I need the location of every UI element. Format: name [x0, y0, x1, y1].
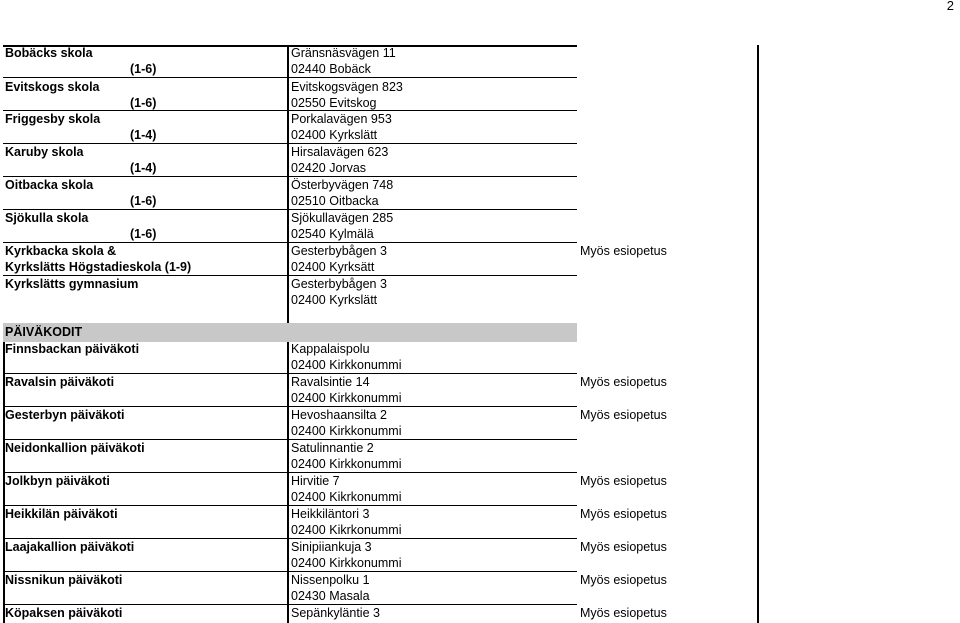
daycare-note: Myös esiopetus — [580, 606, 667, 620]
daycare-address-postal: 02400 Kirkkonummi — [291, 457, 402, 471]
row-separator — [3, 143, 577, 144]
daycare-name: Neidonkallion päiväkoti — [5, 441, 145, 455]
school-grades: (1-6) — [130, 62, 157, 76]
school-address-street: Gesterbybågen 3 — [291, 277, 387, 291]
school-name: Sjökulla skola — [5, 211, 89, 225]
daycare-note: Myös esiopetus — [580, 573, 667, 587]
daycare-address-postal: 02400 Kikrkonummi — [291, 490, 402, 504]
school-address-postal: 02510 Oitbacka — [291, 194, 379, 208]
daycare-address-street: Ravalsintie 14 — [291, 375, 370, 389]
daycare-address-postal: 02400 Kikrkonummi — [291, 523, 402, 537]
table-right-border — [757, 45, 759, 623]
school-name: Bobäcks skola — [5, 46, 93, 60]
daycare-address-street: Hevoshaansilta 2 — [291, 408, 387, 422]
daycare-address-street: Kappalaispolu — [291, 342, 370, 356]
school-address-postal: 02420 Jorvas — [291, 161, 367, 175]
school-note: Myös esiopetus — [580, 244, 667, 258]
school-address-postal: 02400 Kyrksätt — [291, 260, 375, 274]
row-separator — [3, 209, 577, 210]
school-grades: (1-6) — [130, 96, 157, 110]
row-separator — [3, 77, 577, 78]
school-address-street: Österbyvägen 748 — [291, 178, 394, 192]
school-grades: (1-6) — [130, 194, 157, 208]
school-address-street: Sjökullavägen 285 — [291, 211, 394, 225]
daycare-note: Myös esiopetus — [580, 507, 667, 521]
daycare-name: Gesterbyn päiväkoti — [5, 408, 125, 422]
daycare-address-postal: 02400 Kirkkonummi — [291, 391, 402, 405]
daycare-address-street: Hirvitie 7 — [291, 474, 340, 488]
daycare-name: Heikkilän päiväkoti — [5, 507, 118, 521]
school-address-postal: 02400 Kyrkslätt — [291, 293, 378, 307]
school-grades: (1-6) — [130, 227, 157, 241]
school-address-postal: 02400 Kyrkslätt — [291, 128, 378, 142]
daycare-note: Myös esiopetus — [580, 540, 667, 554]
school-name: Evitskogs skola — [5, 80, 100, 94]
daycare-name: Ravalsin päiväkoti — [5, 375, 115, 389]
school-grades: (1-4) — [130, 128, 157, 142]
daycare-name: Finnsbackan päiväkoti — [5, 342, 140, 356]
daycare-address-street: Nissenpolku 1 — [291, 573, 370, 587]
daycare-address-street: Satulinnantie 2 — [291, 441, 374, 455]
daycare-address-postal: 02400 Kirkkonummi — [291, 556, 402, 570]
daycare-name: Jolkbyn päiväkoti — [5, 474, 110, 488]
school-grades: (1-4) — [130, 161, 157, 175]
daycare-name: Nissnikun päiväkoti — [5, 573, 123, 587]
daycare-address-street: Heikkiläntori 3 — [291, 507, 370, 521]
school-address-street: Gesterbybågen 3 — [291, 244, 387, 258]
daycare-address-street: Sepänkyläntie 3 — [291, 606, 380, 620]
daycare-note: Myös esiopetus — [580, 474, 667, 488]
school-address-street: Porkalavägen 953 — [291, 112, 392, 126]
page-number: 2 — [946, 0, 954, 13]
daycare-address-postal: 02400 Kirkkonummi — [291, 424, 402, 438]
daycare-name: Köpaksen päiväkoti — [5, 606, 123, 620]
school-name: Friggesby skola — [5, 112, 101, 126]
daycare-note: Myös esiopetus — [580, 375, 667, 389]
school-address-postal: 02550 Evitskog — [291, 96, 377, 110]
school-grades: Kyrkslätts Högstadieskola (1-9) — [5, 260, 192, 274]
school-name: Kyrkslätts gymnasium — [5, 277, 139, 291]
daycare-header-band — [3, 323, 577, 342]
daycare-section-heading: PÄIVÄKODIT — [5, 325, 83, 339]
school-address-street: Hirsalavägen 623 — [291, 145, 389, 159]
daycare-name: Laajakallion päiväkoti — [5, 540, 135, 554]
school-address-postal: 02440 Bobäck — [291, 62, 371, 76]
school-address-street: Gränsnäsvägen 11 — [291, 46, 396, 60]
school-name: Kyrkbacka skola & — [5, 244, 117, 258]
school-address-postal: 02540 Kylmälä — [291, 227, 374, 241]
school-address-street: Evitskogsvägen 823 — [291, 80, 403, 94]
daycare-address-street: Sinipiiankuja 3 — [291, 540, 372, 554]
daycare-address-postal: 02400 Kirkkonummi — [291, 358, 402, 372]
daycare-note: Myös esiopetus — [580, 408, 667, 422]
school-name: Karuby skola — [5, 145, 84, 159]
school-name: Oitbacka skola — [5, 178, 94, 192]
daycare-address-postal: 02430 Masala — [291, 589, 370, 603]
